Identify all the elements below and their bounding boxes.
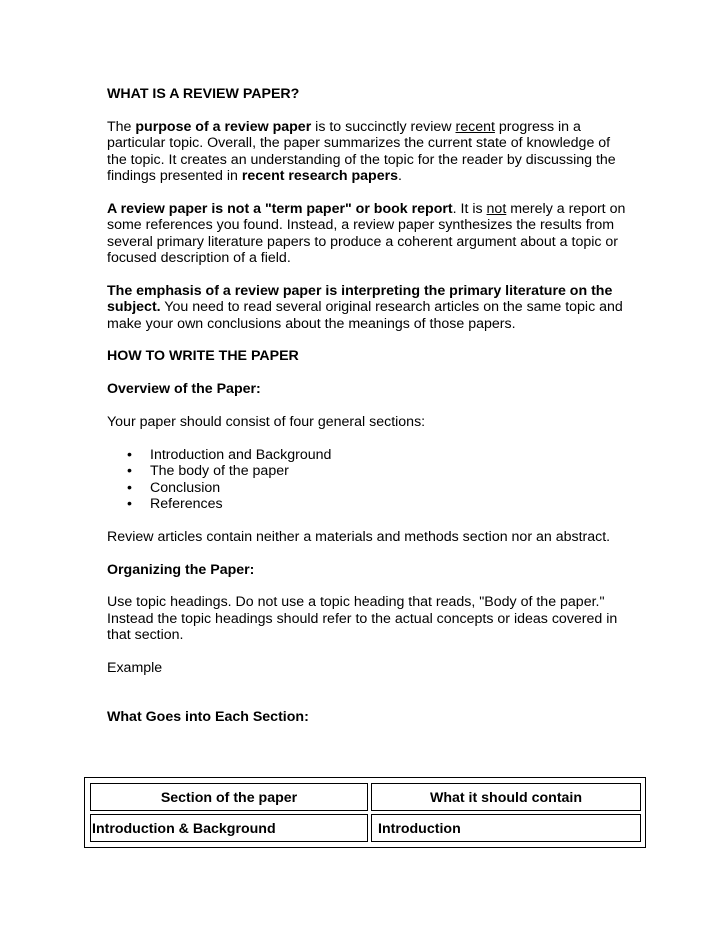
overview-heading: Overview of the Paper: [107, 381, 261, 398]
spacer [107, 545, 627, 561]
spacer [107, 266, 627, 282]
text-run: . It is [452, 200, 487, 217]
text-run: The [107, 118, 136, 135]
text-run: You need to read several original research articles on the same topic and make your own conclusions about the meanings of those papers. [107, 299, 623, 332]
text-run: merely a report on some references you found. Instead, a review paper synthesizes the results from several primary literature papers to produce a coherent argument about a topic or focused description of a field. [107, 200, 626, 267]
underlined-run: recent [455, 118, 495, 135]
review-note: Review articles contain neither a materials and methods section nor an abstract. [107, 528, 611, 545]
organizing-text: Use topic headings. Do not use a topic heading that reads, "Body of the paper." Instead the topic headings should refer to the actual concepts or ideas covered in that section. [107, 594, 618, 644]
spacer [107, 430, 627, 446]
not-term-paper-paragraph [107, 201, 627, 267]
table-header-section: Section of the paper [90, 783, 368, 811]
spacer [107, 512, 627, 528]
text-run: progress in a particular topic. Overall, the paper summarizes the current state of knowledge of the topic. It creates an understanding of the topic for the reader by discussing the findings presented in [107, 118, 616, 185]
purpose-paragraph [107, 119, 627, 185]
spacer [107, 102, 627, 118]
sections-list [107, 447, 627, 513]
table-cell-section: Introduction & Background [90, 814, 368, 842]
bold-run: A review paper is not a "term paper" or book report [107, 200, 453, 217]
page-title: WHAT IS A REVIEW PAPER? [107, 86, 300, 102]
list-item: • The body of the paper [107, 463, 627, 479]
underlined-run: not [486, 200, 507, 217]
table-cell-contents: Introduction [371, 814, 641, 842]
what-goes-heading: What Goes into Each Section: [107, 709, 309, 726]
bold-run: The emphasis of a review paper is interpreting the primary literature on the subject. [107, 282, 613, 316]
organizing-heading: Organizing the Paper: [107, 561, 255, 578]
sections-table [84, 777, 646, 848]
spacer [107, 365, 627, 381]
emphasis-paragraph [107, 283, 627, 332]
text-run: is to succinctly review [311, 118, 456, 135]
text-run: . [398, 168, 402, 185]
how-to-write-heading: HOW TO WRITE THE PAPER [107, 348, 299, 365]
document-body [107, 86, 627, 726]
spacer [107, 184, 627, 200]
spacer [107, 578, 627, 594]
bold-run: recent research papers [241, 168, 399, 185]
bold-run: purpose of a review paper [135, 118, 312, 135]
overview-intro: Your paper should consist of four general sections: [107, 414, 426, 431]
list-item: • Introduction and Background [107, 447, 627, 463]
spacer [107, 644, 627, 660]
spacer [107, 693, 627, 709]
list-item: • References [107, 496, 627, 512]
spacer [107, 676, 627, 692]
spacer [107, 332, 627, 348]
list-item: • Conclusion [107, 480, 627, 496]
spacer [107, 398, 627, 414]
table-header-contents: What it should contain [371, 783, 641, 811]
example-link[interactable]: Example [107, 660, 163, 677]
